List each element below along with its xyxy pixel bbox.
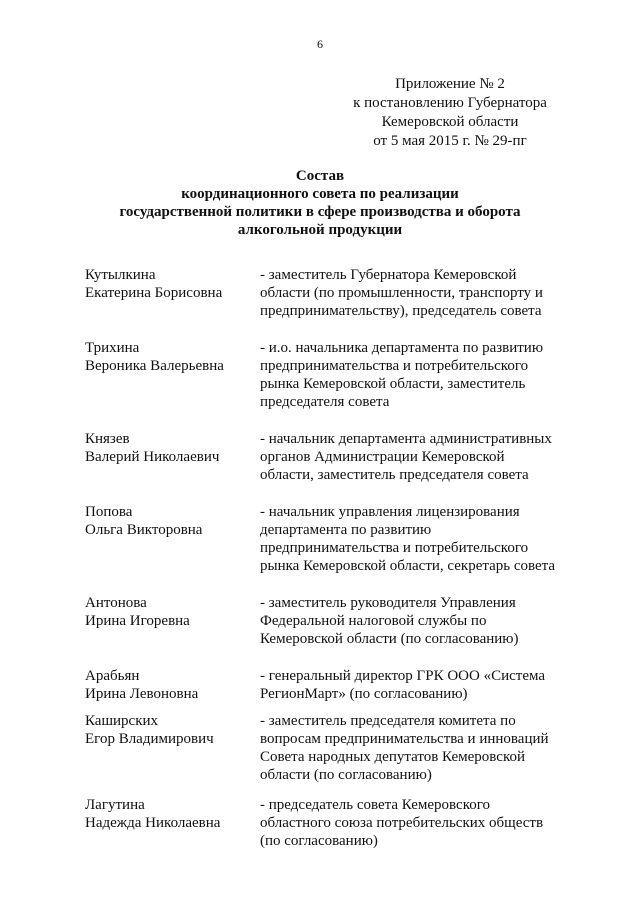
member-surname: Арабьян	[85, 668, 140, 684]
member-name	[85, 503, 255, 539]
member-given-name: Егор Владимирович	[85, 731, 214, 747]
appendix-line: Кемеровской области	[381, 114, 519, 130]
title-line: государственной политики в сфере производства и оборота	[119, 204, 521, 220]
appendix-header	[300, 75, 600, 151]
member-name	[85, 796, 255, 832]
member-entry	[85, 796, 585, 850]
appendix-line: к постановлению Губернатора	[353, 95, 547, 111]
member-entry	[85, 430, 585, 484]
appendix-line: от 5 мая 2015 г. № 29-пг	[373, 133, 527, 149]
member-surname: Лагутина	[85, 797, 145, 813]
member-role: - заместитель председателя комитета по вопросам предпринимательства и инноваций Совета народных депутатов Кемеровской области (по согласованию)	[260, 713, 549, 783]
member-role: - начальник департамента административных органов Администрации Кемеровской области, заместитель председателя совета	[260, 431, 552, 483]
member-entry	[85, 339, 585, 411]
member-given-name: Ирина Игоревна	[85, 613, 190, 629]
member-role: - председатель совета Кемеровского областного союза потребительских обществ (по согласованию)	[260, 797, 544, 849]
member-entry	[85, 266, 585, 320]
member-name	[85, 339, 255, 375]
member-entry	[85, 667, 585, 703]
member-entry	[85, 503, 585, 575]
member-given-name: Надежда Николаевна	[85, 815, 221, 831]
member-surname: Антонова	[85, 595, 147, 611]
member-surname: Попова	[85, 504, 133, 520]
title-line: Состав	[295, 168, 345, 184]
appendix-line: Приложение № 2	[395, 76, 505, 92]
member-name	[85, 667, 255, 703]
title-line: алкогольной продукции	[237, 222, 403, 238]
member-role: - и.о. начальника департамента по развитию предпринимательства и потребительского рынка Кемеровской области, заместитель председателя совета	[260, 340, 544, 410]
members-list	[85, 266, 585, 850]
member-surname: Каширских	[85, 713, 159, 729]
document-title	[60, 167, 580, 239]
member-given-name: Ольга Викторовна	[85, 522, 203, 538]
member-role: - генеральный директор ГРК ООО «Система РегионМарт» (по согласованию)	[260, 668, 546, 702]
member-surname: Кутылкина	[85, 267, 156, 283]
member-given-name: Екатерина Борисовна	[85, 285, 223, 301]
member-role: - заместитель Губернатора Кемеровской области (по промышленности, транспорту и предпринимательству), председатель совета	[260, 267, 543, 319]
member-surname: Трихина	[85, 340, 140, 356]
member-name	[85, 266, 255, 302]
page-number: 6	[317, 37, 323, 51]
member-entry	[85, 712, 585, 784]
member-given-name: Вероника Валерьевна	[85, 358, 224, 374]
member-surname: Князев	[85, 431, 130, 447]
member-name	[85, 594, 255, 630]
member-name	[85, 712, 255, 748]
member-role: - заместитель руководителя Управления Федеральной налоговой службы по Кемеровской области (по согласованию)	[260, 595, 519, 647]
member-role: - начальник управления лицензирования департамента по развитию предпринимательства и потребительского рынка Кемеровской области, секретарь совета	[260, 504, 556, 574]
title-line: координационного совета по реализации	[181, 186, 459, 202]
member-given-name: Валерий Николаевич	[85, 449, 220, 465]
member-name	[85, 430, 255, 466]
member-entry	[85, 594, 585, 648]
member-given-name: Ирина Левоновна	[85, 686, 199, 702]
